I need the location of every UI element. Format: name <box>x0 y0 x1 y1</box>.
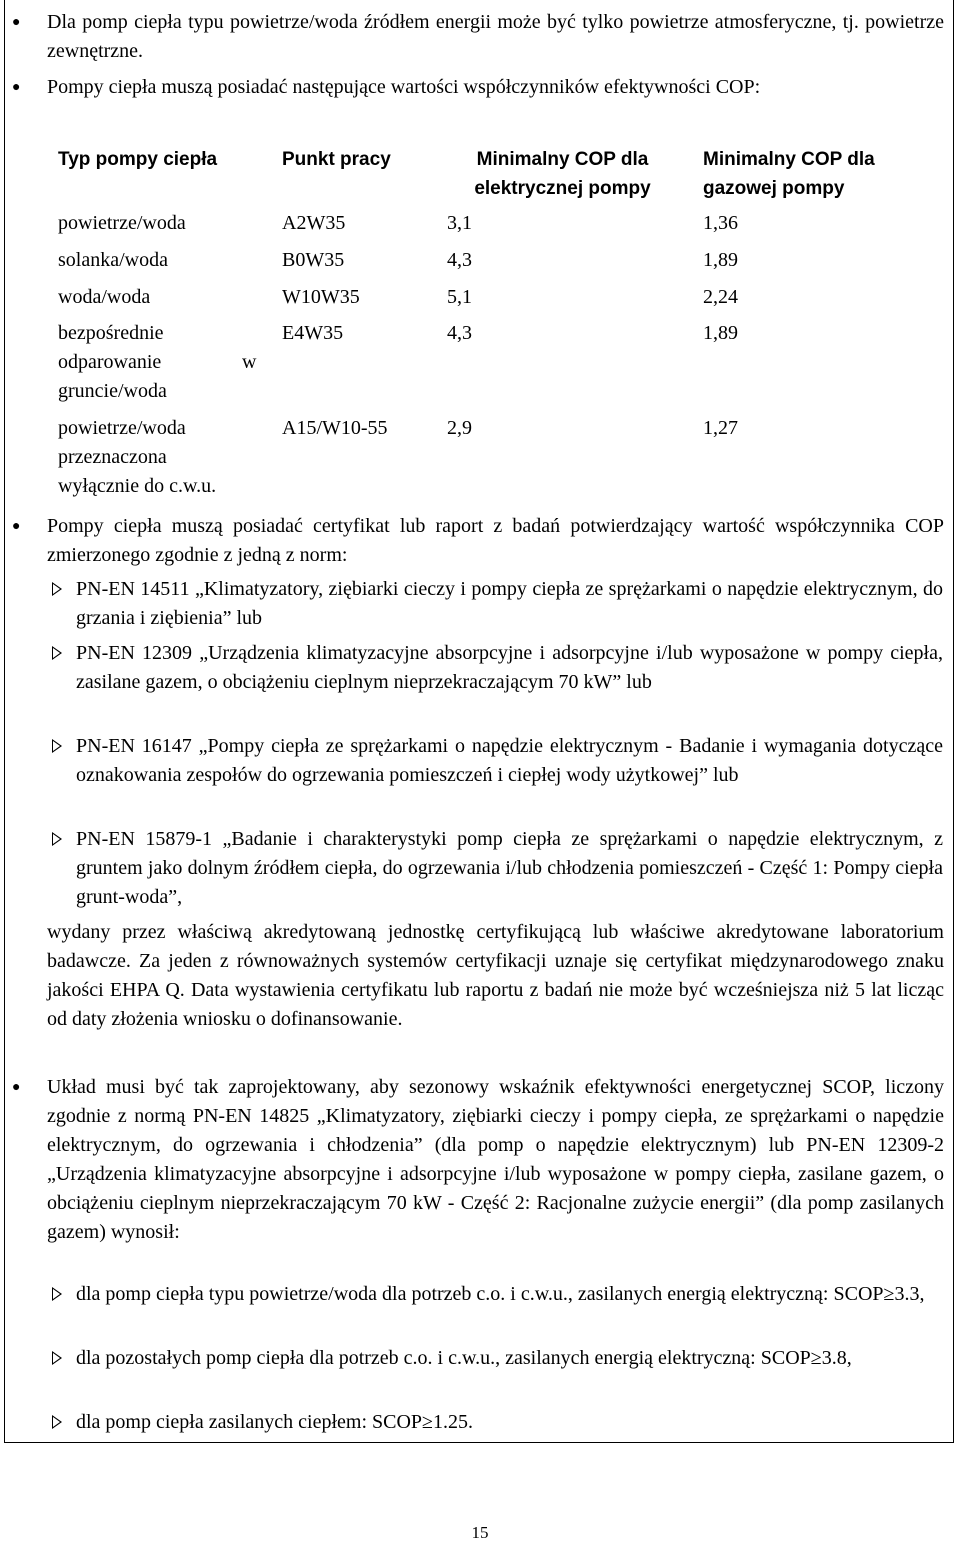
bullet-dot: ● <box>12 1080 21 1095</box>
table-cell-elec: 4,3 <box>447 249 472 271</box>
table-cell-type: solanka/woda <box>58 249 168 271</box>
norm-item: PN-EN 12309 „Urządzenia klimatyzacyjne absorpcyjne i adsorpcyjne i/lub wyposażone w pompy ciepła, zasilane gazem, o obciążeniu cieplnym nieprzekraczającym 70 kW” lub <box>76 642 943 693</box>
col-header-elec-2: elektrycznej pompy <box>474 178 651 199</box>
paragraph-certificate: Pompy ciepła muszą posiadać certyfikat lub raport z badań potwierdzający wartość współczynnika COP zmierzonego zgodnie z jedną z norm: <box>47 515 944 566</box>
bullet-dot: ● <box>12 80 21 95</box>
page-number: 15 <box>471 1523 489 1542</box>
table-cell-type: powietrze/woda <box>58 212 186 234</box>
table-cell-point: E4W35 <box>282 322 344 344</box>
table-cell-point: A15/W10-55 <box>282 417 388 439</box>
norm-item: PN-EN 16147 „Pompy ciepła ze sprężarkami o napędzie elektrycznym - Badanie i wymagania dotyczące oznakowania zespołów do ogrzewania pomieszczeń i ciepłej wody użytkowej” lub <box>76 735 943 786</box>
col-header-type: Typ pompy ciepła <box>58 149 218 170</box>
arrow-bullet-icon <box>52 832 62 846</box>
table-cell-gas: 1,89 <box>703 249 738 271</box>
norm-item: PN-EN 15879-1 „Badanie i charakterystyki pomp ciepła ze sprężarkami o napędzie elektrycznym, z gruntem jako dolnym źródłem ciepła, do ogrzewania i/lub chłodzenia pomieszczeń - Część 1: Pompy ciepła grunt-woda”, <box>76 828 943 908</box>
table-cell-elec: 4,3 <box>447 322 472 344</box>
table-cell-type: przeznaczona <box>58 446 167 468</box>
col-header-elec-1: Minimalny COP dla <box>476 149 649 170</box>
table-cell-type: powietrze/woda <box>58 417 186 439</box>
arrow-bullet-icon <box>52 1351 62 1365</box>
table-cell-elec: 3,1 <box>447 212 472 234</box>
table-cell-point: B0W35 <box>282 249 345 271</box>
arrow-bullet-icon <box>52 739 62 753</box>
table-cell-point: W10W35 <box>282 286 360 308</box>
table-cell-type: odparowanie <box>58 351 162 373</box>
col-header-gas-1: Minimalny COP dla <box>703 149 875 170</box>
scop-item: dla pomp ciepła typu powietrze/woda dla potrzeb c.o. i c.w.u., zasilanych energią elektryczną: SCOP≥3.3, <box>76 1283 925 1305</box>
table-cell-elec: 2,9 <box>447 417 472 439</box>
paragraph-cop-intro: Pompy ciepła muszą posiadać następujące wartości współczynników efektywności COP: <box>47 76 761 98</box>
bullet-dot: ● <box>12 15 21 30</box>
col-header-point: Punkt pracy <box>282 149 391 170</box>
table-cell-gas: 1,36 <box>703 212 738 234</box>
paragraph-air-source: Dla pomp ciepła typu powietrze/woda źródłem energii może być tylko powietrze atmosferyczne, tj. powietrze zewnętrzne. <box>47 11 944 62</box>
col-header-gas-2: gazowej pompy <box>703 178 845 199</box>
table-cell-type: bezpośrednie <box>58 322 164 344</box>
arrow-bullet-icon <box>52 582 62 596</box>
table-cell-elec: 5,1 <box>447 286 472 308</box>
arrow-bullet-icon <box>52 1287 62 1301</box>
table-cell-type: w <box>242 351 257 373</box>
norm-item: PN-EN 14511 „Klimatyzatory, ziębiarki cieczy i pompy ciepła ze sprężarkami o napędzie elektrycznym, do grzania i ziębienia” lub <box>76 578 943 629</box>
scop-item: dla pomp ciepła zasilanych ciepłem: SCOP≥1.25. <box>76 1411 474 1433</box>
table-cell-point: A2W35 <box>282 212 346 234</box>
table-cell-gas: 2,24 <box>703 286 738 308</box>
bullet-dot: ● <box>12 519 21 534</box>
arrow-bullet-icon <box>52 646 62 660</box>
scop-item: dla pozostałych pomp ciepła dla potrzeb c.o. i c.w.u., zasilanych energią elektryczną: SCOP≥3.8, <box>76 1347 852 1369</box>
table-cell-gas: 1,27 <box>703 417 738 439</box>
table-cell-type: gruncie/woda <box>58 380 167 402</box>
paragraph-scop: Układ musi być tak zaprojektowany, aby sezonowy wskaźnik efektywności energetycznej SCOP, liczony zgodnie z normą PN-EN 14825 „Klimatyzatory, ziębiarki cieczy i pompy ciepła, ze sprężarkami o napędzie elektrycznym, do ogrzewania i chłodzenia” (dla pomp o napędzie elektrycznym) lub PN-EN 12309-2 „Urządzenia klimatyzacyjne absorpcyjne i adsorpcyjne i/lub wyposażone w pompy ciepła, zasilane gazem, o obciążeniu cieplnym nieprzekraczającym 70 kW - Część 2: Racjonalne zużycie energii” (dla pomp zasilanych gazem) wynosił: <box>47 1076 944 1243</box>
table-cell-type: woda/woda <box>58 286 151 308</box>
arrow-bullet-icon <box>52 1415 62 1429</box>
paragraph-certification-body: wydany przez właściwą akredytowaną jednostkę certyfikującą lub właściwe akredytowane laboratorium badawcze. Za jeden z równoważnych systemów certyfikacji uznaje się certyfikat międzynarodowego znaku jakości EHPA Q. Data wystawienia certyfikatu lub raportu z badań nie może być wcześniejsza niż 5 lat licząc od daty złożenia wniosku o dofinansowanie. <box>47 921 944 1030</box>
table-cell-type: wyłącznie do c.w.u. <box>58 475 217 497</box>
table-cell-gas: 1,89 <box>703 322 738 344</box>
